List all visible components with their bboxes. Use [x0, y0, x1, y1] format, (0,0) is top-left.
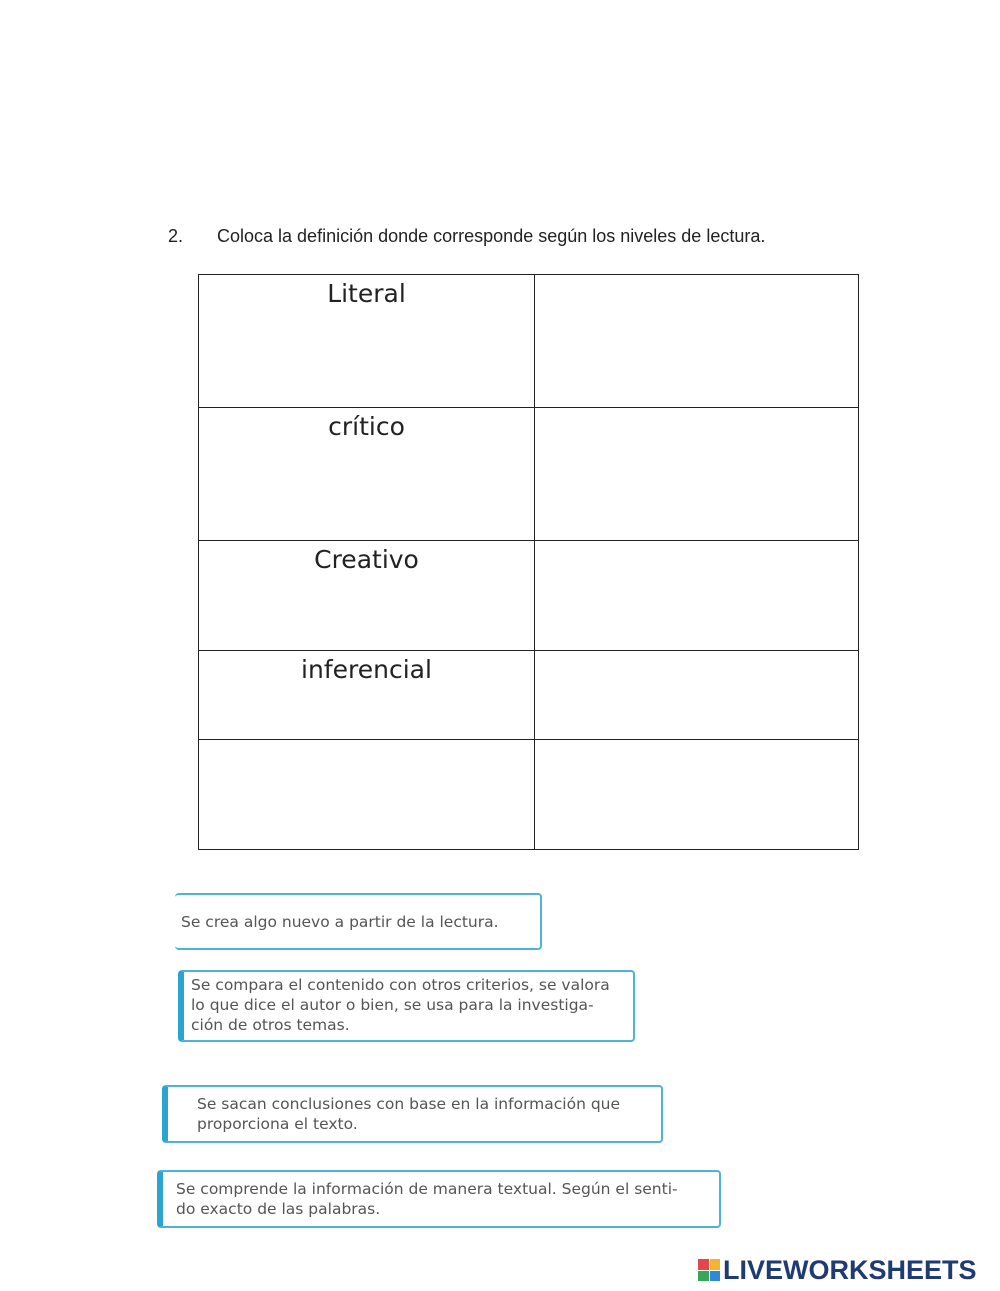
liveworksheets-logo	[698, 1254, 977, 1286]
answer-drop-zone[interactable]	[535, 740, 859, 850]
term-cell	[199, 651, 535, 740]
reading-levels-table	[198, 274, 859, 850]
logo-mark-i	[710, 1259, 721, 1270]
table-row	[199, 651, 859, 740]
card-line: do exacto de las palabras.	[176, 1200, 381, 1218]
logo-mark-icon	[698, 1259, 720, 1281]
card-line: Se comprende la información de manera textual. Según el senti-	[176, 1180, 678, 1198]
definition-card-creativo[interactable]	[175, 893, 542, 950]
instruction	[168, 226, 765, 247]
term-label: crítico	[328, 412, 405, 441]
answer-drop-zone[interactable]	[535, 651, 859, 740]
definition-card-critico[interactable]	[178, 970, 635, 1042]
card-line: lo que dice el autor o bien, se usa para la investiga-	[191, 996, 594, 1014]
term-cell	[199, 275, 535, 408]
answer-drop-zone[interactable]	[535, 408, 859, 541]
table-row	[199, 740, 859, 850]
definition-card-inferencial[interactable]	[162, 1085, 663, 1143]
table-row	[199, 408, 859, 541]
card-line: Se sacan conclusiones con base en la información que	[197, 1095, 621, 1113]
card-line: Se compara el contenido con otros criterios, se valora	[191, 976, 610, 994]
logo-mark-e	[710, 1271, 721, 1282]
term-label: Literal	[327, 279, 406, 308]
answer-drop-zone[interactable]	[535, 275, 859, 408]
logo-text: LIVEWORKSHEETS	[723, 1254, 977, 1285]
instruction-text: Coloca la definición donde corresponde según los niveles de lectura.	[217, 226, 766, 246]
term-cell[interactable]	[199, 740, 535, 850]
answer-drop-zone[interactable]	[535, 541, 859, 651]
card-line: proporciona el texto.	[197, 1115, 358, 1133]
logo-mark-v	[698, 1271, 709, 1282]
card-line: Se crea algo nuevo a partir de la lectura.	[181, 913, 499, 931]
logo-mark-l	[698, 1259, 709, 1270]
table-row	[199, 275, 859, 408]
term-label: Creativo	[314, 545, 419, 574]
instruction-number: 2.	[168, 226, 184, 246]
table-row	[199, 541, 859, 651]
term-cell	[199, 408, 535, 541]
term-label: inferencial	[301, 655, 432, 684]
term-cell	[199, 541, 535, 651]
definition-card-literal[interactable]	[157, 1170, 721, 1228]
card-line: ción de otros temas.	[191, 1016, 350, 1034]
